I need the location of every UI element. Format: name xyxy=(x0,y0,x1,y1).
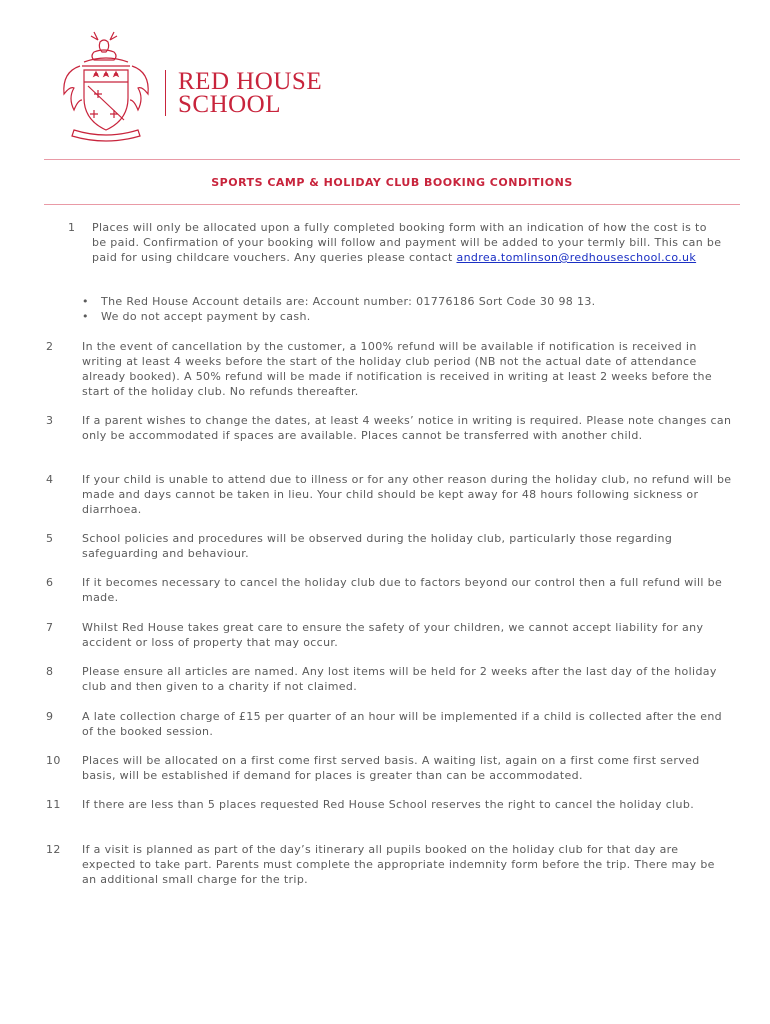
contact-email-link[interactable]: andrea.tomlinson@redhouseschool.co.uk xyxy=(456,251,697,264)
condition-text: Whilst Red House takes great care to ensure the safety of your children, we cannot accept liability for any accident or loss of property that may occur. xyxy=(82,621,704,649)
school-name-line2: SCHOOL xyxy=(178,91,282,118)
condition-text: Places will be allocated on a first come first served basis. A waiting list, again on a first come first served basis, will be established if demand for places is greater than can be accommodated. xyxy=(82,754,700,782)
top-rule xyxy=(44,159,740,160)
condition-text: If a visit is planned as part of the day’s itinerary all pupils booked on the holiday club for that day are expected to take part. Parents must complete the appropriate indemnity form before the trip. There may be an additional small charge for the trip. xyxy=(82,843,715,886)
bullet-item: • The Red House Account details are: Account number: 01776186 Sort Code 30 98 13. xyxy=(80,294,596,309)
bottom-rule xyxy=(44,204,740,205)
condition-number: 8 xyxy=(46,665,54,678)
school-wordmark xyxy=(178,70,322,116)
condition-text: A late collection charge of £15 per quarter of an hour will be implemented if a child is collected after the end of the booked session. xyxy=(82,710,722,738)
condition-number: 3 xyxy=(46,414,54,427)
bullet-item: • We do not accept payment by cash. xyxy=(80,309,596,324)
condition-text: Please ensure all articles are named. Any lost items will be held for 2 weeks after the last day of the holiday club and then given to a charity if not claimed. xyxy=(82,665,717,693)
condition-number: 1 xyxy=(68,221,76,234)
document-title: SPORTS CAMP & HOLIDAY CLUB BOOKING CONDITIONS xyxy=(211,176,573,189)
condition-number: 5 xyxy=(46,532,54,545)
condition-number: 6 xyxy=(46,576,54,589)
school-name-line1: RED HOUSE xyxy=(178,68,323,95)
condition-1-text: Places will only be allocated upon a fully completed booking form with an indication of how the cost is to be paid. Confirmation of your booking will follow and payment will be added to your termly bill. This can be paid for using childcare vouchers. Any queries please contact xyxy=(92,221,722,264)
logo-divider xyxy=(165,70,166,116)
condition-text: If it becomes necessary to cancel the holiday club due to factors beyond our control then a full refund will be made. xyxy=(82,576,723,604)
condition-number: 7 xyxy=(46,621,54,634)
condition-text: If your child is unable to attend due to illness or for any other reason during the holiday club, no refund will be made and days cannot be taken in lieu. Your child should be kept away for 48 hours following sickness or diarrhoea. xyxy=(82,473,732,516)
condition-number: 9 xyxy=(46,710,54,723)
condition-number: 11 xyxy=(46,798,61,811)
condition-number: 10 xyxy=(46,754,61,767)
condition-text: If a parent wishes to change the dates, at least 4 weeks’ notice in writing is required. Please note changes can only be accommodated if spaces are available. Places cannot be transferred with another child. xyxy=(82,414,732,442)
condition-text xyxy=(92,220,722,265)
condition-number: 12 xyxy=(46,843,61,856)
condition-number: 2 xyxy=(46,340,54,353)
condition-text: In the event of cancellation by the customer, a 100% refund will be available if notification is received in writing at least 4 weeks before the start of the holiday club period (NB not the actual date of attendance already booked). A 50% refund will be made if notification is received in writing at least 2 weeks before the start of the holiday club. No refunds thereafter. xyxy=(82,340,712,398)
school-crest-logo xyxy=(58,26,154,144)
condition-text: If there are less than 5 places requested Red House School reserves the right to cancel the holiday club. xyxy=(82,798,695,811)
condition-text: School policies and procedures will be observed during the holiday club, particularly those regarding safeguarding and behaviour. xyxy=(82,532,673,560)
account-bullets xyxy=(80,294,596,324)
condition-number: 4 xyxy=(46,473,54,486)
